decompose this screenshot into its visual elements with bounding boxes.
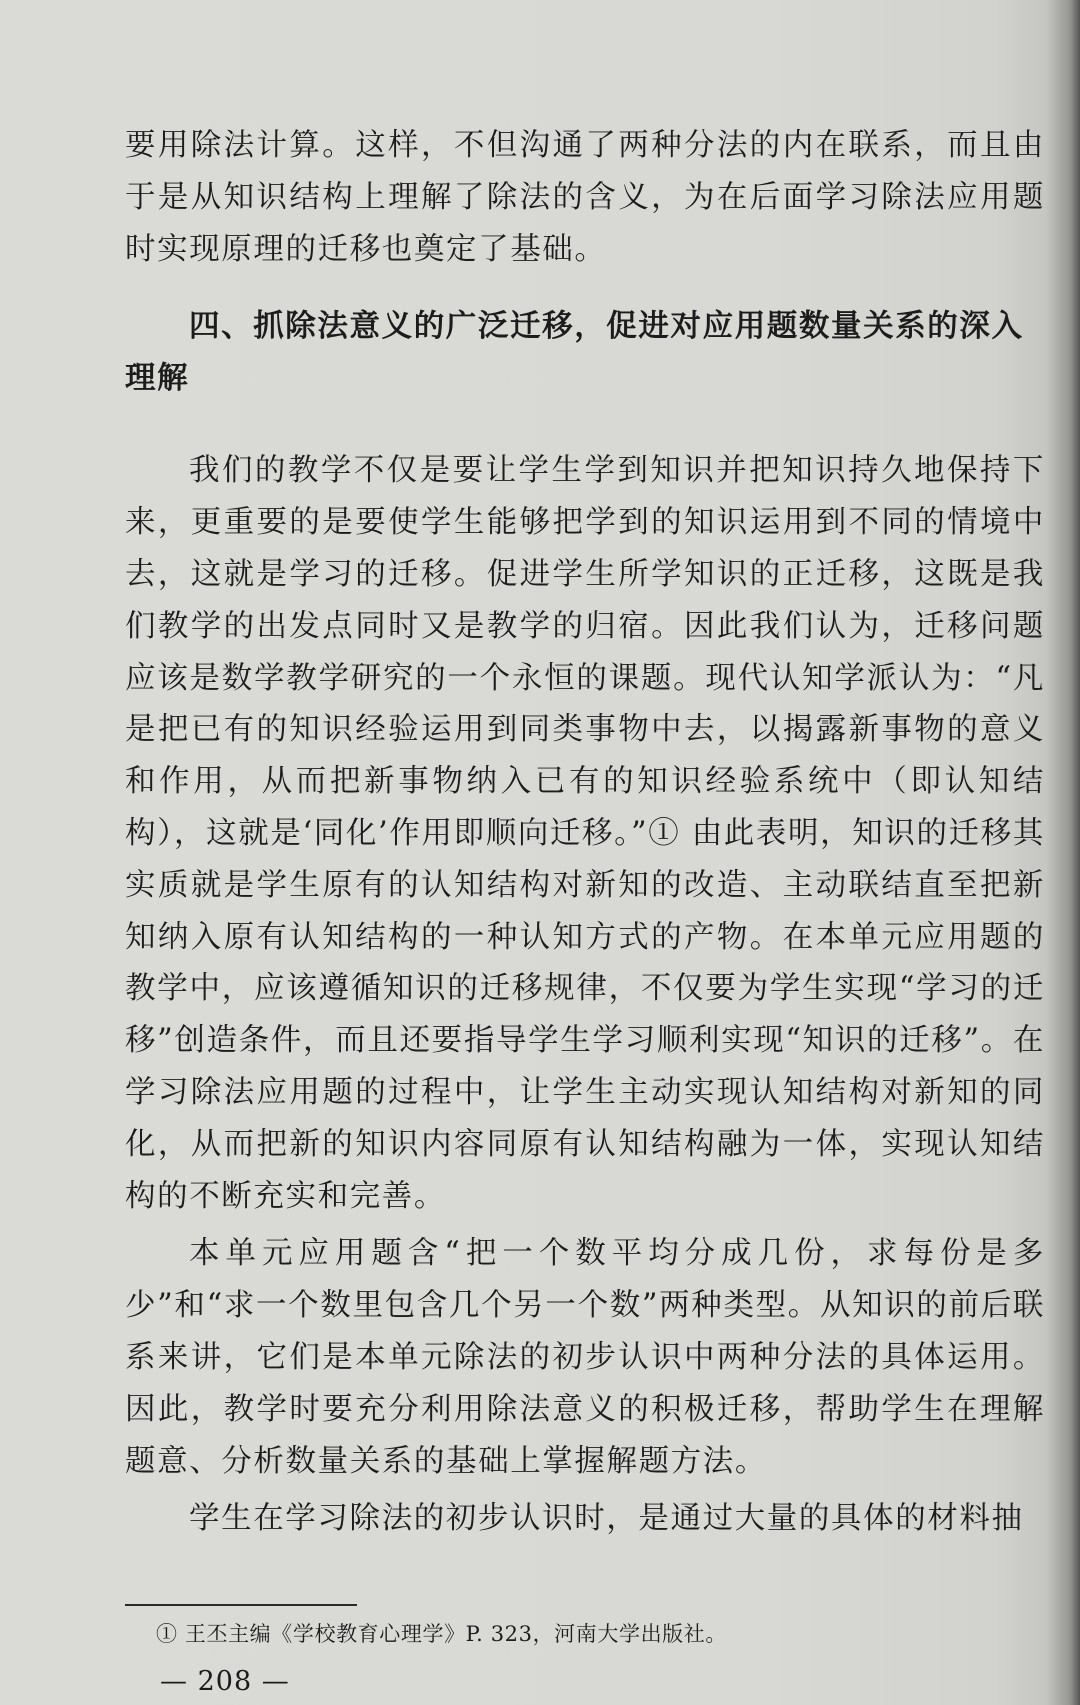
- paragraph-continuation: 要用除法计算。这样，不但沟通了两种分法的内在联系，而且由于是从知识结构上理解了除法的含义，为在后面学习除法应用题时实现原理的迁移也奠定了基础。: [125, 128, 1045, 267]
- page-body: [125, 120, 1045, 1545]
- footnote: ① 王丕主编《学校教育心理学》P. 323，河南大学出版社。: [156, 1622, 727, 1646]
- paragraph-problem-types: 本单元应用题含“把一个数平均分成几份，求每份是多少”和“求一个数里包含几个另一个数”两种类型。从知识的前后联系来讲，它们是本单元除法的初步认识中两种分法的具体运用。因此，教学时要充分利用除法意义的积极迁移，帮助学生在理解题意、分析数量关系的基础上掌握解题方法。: [125, 1236, 1045, 1479]
- paragraph-learning-division: 学生在学习除法的初步认识时，是通过大量的具体的材料抽: [189, 1501, 1024, 1537]
- footnote-divider: [125, 1604, 357, 1606]
- page-binding-shadow: [1046, 0, 1080, 1705]
- paragraph-transfer-theory: 我们的教学不仅是要让学生学到知识并把知识持久地保持下来，更重要的是要使学生能够把学到的知识运用到不同的情境中去，这就是学习的迁移。促进学生所学知识的正迁移，这既是我们教学的出发点同时又是教学的归宿。因此我们认为，迁移问题应该是数学教学研究的一个永恒的课题。现代认知学派认为：“凡是把已有的知识经验运用到同类事物中去，以揭露新事物的意义和作用，从而把新事物纳入已有的知识经验系统中（即认知结构），这就是‘同化’作用即顺向迁移。”① 由此表明，知识的迁移其实质就是学生原有的认知结构对新知的改造、主动联结直至把新知纳入原有认知结构的一种认知方式的产物。在本单元应用题的教学中，应该遵循知识的迁移规律，不仅要为学生实现“学习的迁移”创造条件，而且还要指导学生学习顺利实现“知识的迁移”。在学习除法应用题的过程中，让学生主动实现认知结构对新知的同化，从而把新的知识内容同原有认知结构融为一体，实现认知结构的不断充实和完善。: [125, 453, 1045, 1214]
- section-heading: 四、抓除法意义的广泛迁移，促进对应用题数量关系的深入理解: [125, 309, 1024, 397]
- page-number: — 208 —: [160, 1666, 290, 1697]
